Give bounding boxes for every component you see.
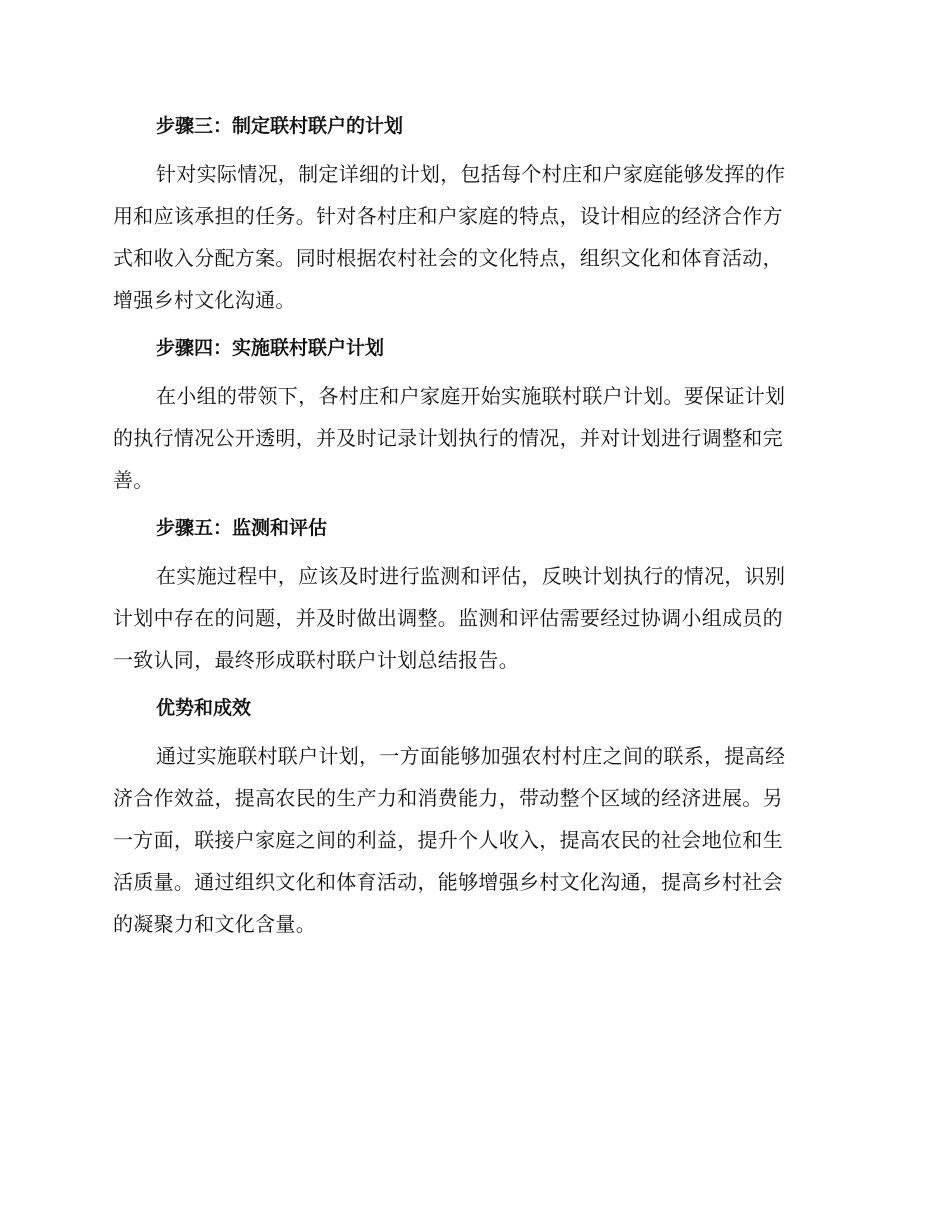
paragraph-line: 的凝聚力和文化含量。 [113, 912, 316, 936]
paragraph-line: 济合作效益，提高农民的生产力和消费能力，带动整个区域的经济进展。另 [113, 786, 783, 810]
paragraph-line: 在小组的带领下，各村庄和户家庭开始实施联村联户计划。要保证计划 [156, 384, 786, 408]
paragraph-line: 用和应该承担的任务。针对各村庄和户家庭的特点，设计相应的经济合作方 [113, 204, 783, 228]
section-heading-step-5: 步骤五：监测和评估 [156, 517, 328, 539]
paragraph-line: 善。 [113, 468, 154, 492]
paragraph-line: 通过实施联村联户计划，一方面能够加强农村村庄之间的联系，提高经 [156, 744, 786, 768]
paragraph-line: 计划中存在的问题，并及时做出调整。监测和评估需要经过协调小组成员的 [113, 606, 783, 630]
paragraph-line: 一方面，联接户家庭之间的利益，提升个人收入，提高农民的社会地位和生 [113, 828, 783, 852]
section-paragraph-advantages [113, 735, 833, 945]
paragraph-line: 活质量。通过组织文化和体育活动，能够增强乡村文化沟通，提高乡村社会 [113, 870, 783, 894]
section-heading-advantages: 优势和成效 [156, 697, 252, 719]
section-paragraph-step-5 [113, 555, 833, 681]
paragraph-line: 式和收入分配方案。同时根据农村社会的文化特点，组织文化和体育活动， [113, 246, 783, 270]
section-paragraph-step-4 [113, 375, 833, 501]
section-heading-step-4: 步骤四：实施联村联户计划 [156, 337, 385, 359]
paragraph-line: 在实施过程中，应该及时进行监测和评估，反映计划执行的情况，识别 [156, 564, 786, 588]
paragraph-line: 增强乡村文化沟通。 [113, 288, 296, 312]
paragraph-line: 针对实际情况，制定详细的计划，包括每个村庄和户家庭能够发挥的作 [156, 162, 786, 186]
document-page [113, 105, 833, 951]
paragraph-line: 的执行情况公开透明，并及时记录计划执行的情况，并对计划进行调整和完 [113, 426, 783, 450]
section-paragraph-step-3 [113, 153, 833, 321]
paragraph-line: 一致认同，最终形成联村联户计划总结报告。 [113, 648, 519, 672]
section-heading-step-3: 步骤三：制定联村联户的计划 [156, 115, 404, 137]
